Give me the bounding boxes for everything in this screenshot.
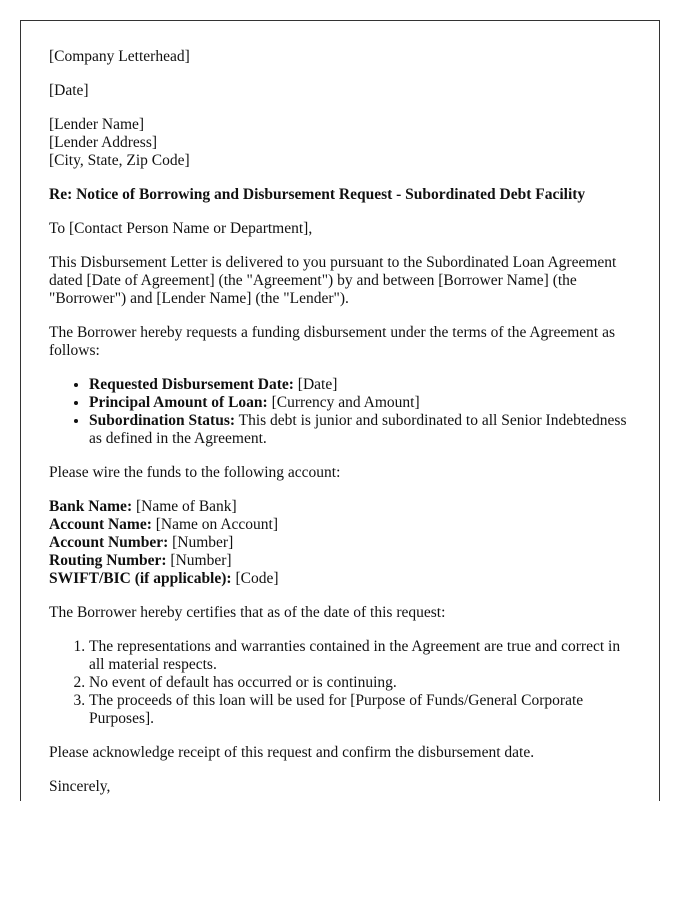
item-value: This debt is junior and subordinated to all Senior Indebtedness as defined in the Agreement. [89,412,627,447]
field-value: [Number] [166,552,232,569]
intro-paragraph: This Disbursement Letter is delivered to you pursuant to the Subordinated Loan Agreement dated [Date of Agreement] (the "Agreement") by and between [Borrower Name] (the "Borrower") and [Lender Name] (the "Lender"). [49,254,617,307]
closing-request: Please acknowledge receipt of this request and confirm the disbursement date. [49,744,535,761]
field-label: Bank Name: [49,498,133,515]
field-value: [Name of Bank] [132,498,237,515]
certifications-list [49,638,629,728]
field-label: SWIFT/BIC (if applicable): [49,570,232,587]
field-label: Account Number: [49,534,169,551]
account-name-row [49,516,629,534]
subject-text: Re: Notice of Borrowing and Disbursement Request - Subordinated Debt Facility [49,186,586,203]
list-item-disbursement-date [89,376,629,394]
certification-item: 2. No event of default has occurred or is continuing. [89,674,629,692]
list-item-principal-amount [89,394,629,412]
salutation: To [Contact Person Name or Department], [49,220,313,237]
request-paragraph: The Borrower hereby requests a funding disbursement under the terms of the Agreement as follows: [49,324,616,359]
subject-line [49,186,629,204]
item-value: [Date] [293,376,338,393]
letter-body [49,48,629,801]
letter-date: [Date] [49,82,89,99]
lender-city-state-zip: [City, State, Zip Code] [49,152,190,169]
letter-page [20,20,660,801]
recipient-address-block [49,116,629,170]
lender-address: [Lender Address] [49,134,158,151]
item-label: Subordination Status: [89,412,236,429]
field-label: Routing Number: [49,552,167,569]
list-item-subordination-status [89,412,629,448]
item-value: [Currency and Amount] [267,394,420,411]
lender-name: [Lender Name] [49,116,145,133]
wire-instructions-intro: Please wire the funds to the following account: [49,464,341,481]
item-label: Principal Amount of Loan: [89,394,268,411]
routing-number-row [49,552,629,570]
bank-name-row [49,498,629,516]
field-value: [Number] [168,534,234,551]
certification-item: 3. The proceeds of this loan will be used for [Purpose of Funds/General Corporate Purposes]. [89,692,629,728]
swift-bic-row [49,570,629,588]
request-details-list [49,376,629,448]
bank-details-block [49,498,629,588]
certification-item: 1. The representations and warranties contained in the Agreement are true and correct in all material respects. [89,638,629,674]
field-value: [Name on Account] [151,516,279,533]
item-label: Requested Disbursement Date: [89,376,294,393]
account-number-row [49,534,629,552]
sign-off: Sincerely, [49,778,111,795]
field-value: [Code] [231,570,279,587]
company-letterhead: [Company Letterhead] [49,48,190,65]
certification-intro: The Borrower hereby certifies that as of the date of this request: [49,604,446,621]
field-label: Account Name: [49,516,152,533]
